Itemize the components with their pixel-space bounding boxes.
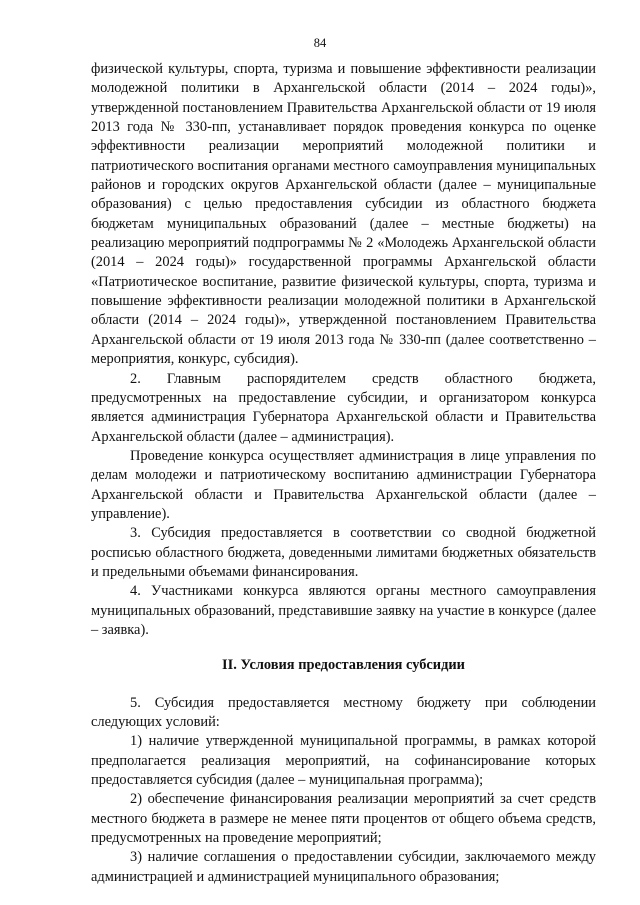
document-body — [91, 60, 596, 887]
spacer — [91, 640, 596, 656]
spacer — [91, 676, 596, 694]
list-item-condition-2: 2) обеспечение финансирования реализации мероприятий за счет средств местного бюджета в размере не менее пяти процентов от общего объема средств, предусмотренных на проведение мероприятий; — [91, 791, 596, 847]
list-item-condition-1: 1) наличие утвержденной муниципальной программы, в рамках которой предполагается реализация мероприятий, на софинансирование которых предоставляется субсидия (далее – муниципальная программа); — [91, 733, 596, 789]
paragraph-clause-2: 2. Главным распорядителем средств областного бюджета, предусмотренных на предоставление субсидии, и организатором конкурса является администрация Губернатора Архангельской области и Правительства Архангельской области (далее – администрация). — [91, 370, 596, 445]
paragraph-clause-5: 5. Субсидия предоставляется местному бюджету при соблюдении следующих условий: — [91, 694, 596, 730]
page-number: 84 — [313, 36, 327, 50]
paragraph-continuation: физической культуры, спорта, туризма и повышение эффективности реализации молодежной политики в Архангельской области (2014 – 2024 годы)», утвержденной постановлением Правительства Архангельской области от 19 июля 2013 года № 330-пп, устанавливает порядок проведения конкурса по оценке эффективности реализации мероприятий молодежной политики и патриотического воспитания органами местного самоуправления муниципальных районов и городских округов Архангельской области (далее – муниципальные образования) с целью предоставления субсидии из областного бюджета бюджетам муниципальных образований (далее – местные бюджеты) на реализацию мероприятий подпрограммы № 2 «Молодежь Архангельской области (2014 – 2024 годы)» государственной программы Архангельской области «Патриотическое воспитание, развитие физической культуры, спорта, туризма и повышение эффективности реализации молодежной политики в Архангельской области (2014 – 2024 годы)», утвержденной постановлением Правительства Архангельской области от 19 июля 2013 года № 330-пп (далее соответственно – мероприятия, конкурс, субсидия). — [91, 61, 596, 368]
paragraph-clause-4: 4. Участниками конкурса являются органы местного самоуправления муниципальных образований, представившие заявку на участие в конкурсе (далее – заявка). — [91, 583, 596, 638]
paragraph-contest-conduct: Проведение конкурса осуществляет администрация в лице управления по делам молодежи и патриотическому воспитанию администрации Губернатора Архангельской области и Правительства Архангельской области (далее – управление). — [91, 447, 596, 522]
section-heading: II. Условия предоставления субсидии — [222, 657, 465, 674]
list-item-condition-3: 3) наличие соглашения о предоставлении субсидии, заключаемого между администрацией и администрацией муниципального образования; — [91, 849, 596, 885]
paragraph-clause-3: 3. Субсидия предоставляется в соответствии со сводной бюджетной росписью областного бюджета, доведенными лимитами бюджетных обязательств и предельными объемами финансирования. — [91, 525, 596, 580]
